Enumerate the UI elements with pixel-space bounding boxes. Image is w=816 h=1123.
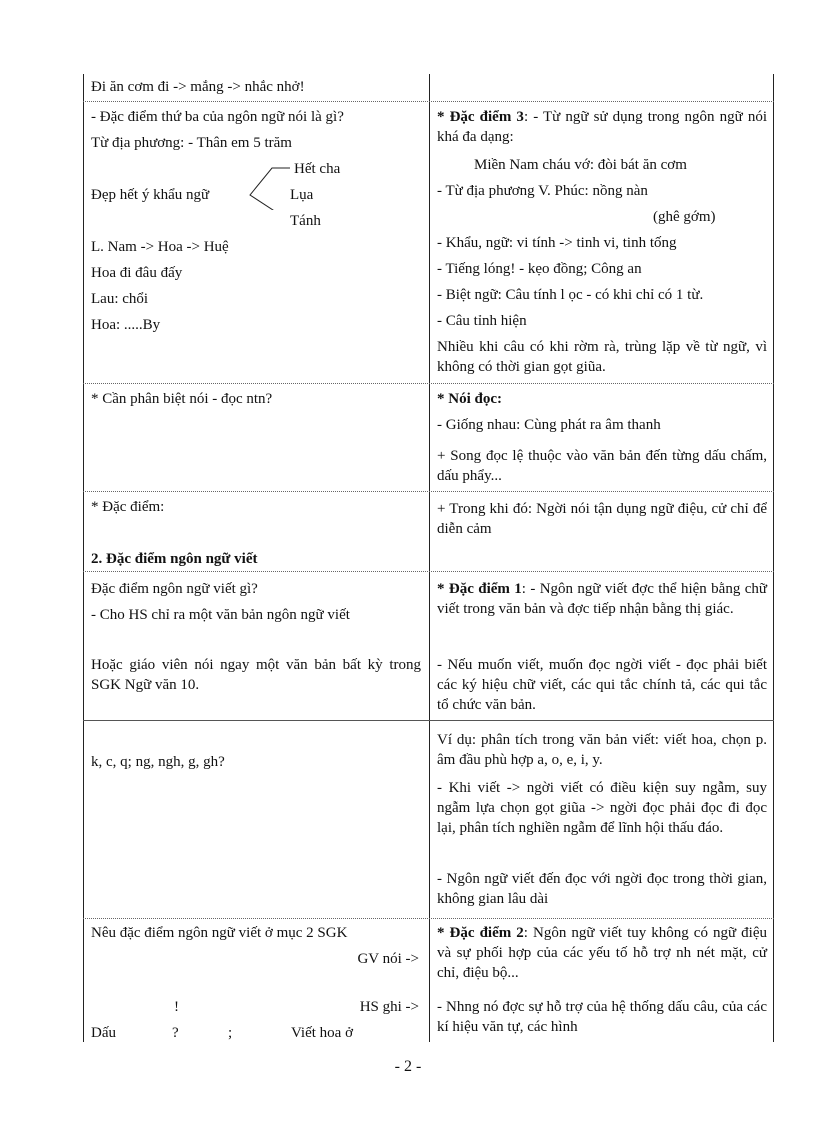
dotted-divider-2 [83, 383, 774, 384]
feature-2-label: * Đặc điểm 2 [437, 925, 524, 941]
left-line-1: Đi ăn cơm đi -> mắng -> nhắc nhở! [91, 79, 305, 95]
table-row-divider [83, 720, 774, 721]
dotted-divider-3 [83, 491, 774, 492]
right-feature-1 [437, 579, 767, 619]
right-colloquial: - Khẩu, ngữ: vi tính -> tinh vi, tinh tống [437, 235, 677, 251]
left-punct-label: Dấu [91, 1025, 116, 1041]
feature-1-text: : - Ngôn ngữ viết đợc thể hiện bằng chữ viết trong văn bản và đợc tiếp nhận bằng thị giác. [437, 581, 767, 617]
left-letters-question: k, c, q; ng, ngh, g, gh? [91, 754, 225, 770]
brace-bot-label: Tánh [290, 213, 321, 229]
right-longevity: - Ngôn ngữ viết đến đọc với ngời đọc trong thời gian, không gian lâu dài [437, 871, 767, 907]
page-number: - 2 - [394, 1058, 422, 1075]
right-example: Ví dụ: phân tích trong văn bản viết: viết hoa, chọn p. âm đầu phù hợp a, o, e, i, y. [437, 732, 767, 768]
left-gv-speaks: GV nói -> [357, 951, 419, 967]
left-capitalize: Viết hoa ở [291, 1025, 354, 1041]
right-reading-dependency: + Song đọc lệ thuộc vào văn bản đến từng dấu chấm, dấu phẩy... [437, 448, 767, 484]
feature-3-label: * Đặc điểm 3 [437, 109, 524, 125]
right-speak-read-heading: * Nói đọc: [437, 391, 502, 407]
table-right-border [773, 74, 774, 1042]
left-line-hoa-by: Hoa: .....By [91, 317, 161, 333]
left-question-speak-read: * Cần phân biệt nói - đọc ntn? [91, 391, 273, 407]
left-line-hoa: Hoa đi đâu đấy [91, 265, 183, 281]
right-southern-example: Miền Nam cháu vớ: đòi bát ăn cơm [474, 157, 687, 173]
feature-3-text: : - Từ ngữ sử dụng trong ngôn ngữ nói khá đa dạng: [437, 109, 767, 145]
right-feature-2 [437, 923, 767, 983]
brace-main-label: Đẹp hết ý khẩu ngữ [91, 187, 210, 203]
right-writing-rules: - Nếu muốn viết, muốn đọc ngời viết - đọc phải biết các ký hiệu chữ viết, các qui tắc chính tả, các qui tắc tổ chức văn bản. [437, 657, 767, 713]
left-question-mark: ? [172, 1025, 179, 1041]
right-dialect-line: - Từ địa phương V. Phúc: nồng nàn [437, 183, 648, 199]
right-redundancy: Nhiều khi câu có khi rờm rà, trùng lặp về từ ngữ, vì không có thời gian gọt giũa. [437, 339, 767, 375]
left-task-text: - Cho HS chỉ ra một văn bản ngôn ngữ viết [91, 607, 350, 623]
dotted-divider-4 [83, 571, 774, 572]
table-left-border [83, 74, 84, 1042]
left-hs-writes: HS ghi -> [359, 999, 419, 1015]
right-sentence: - Câu tỉnh hiện [437, 313, 527, 329]
left-question-written: Đặc điểm ngôn ngữ viết gì? [91, 581, 258, 597]
right-punctuation-support: - Nhng nó đợc sự hỗ trợ của hệ thống dấu câu, của các kí hiệu văn tự, các hình [437, 999, 767, 1035]
left-question-3: - Đặc điểm thứ ba của ngôn ngữ nói là gì? [91, 109, 344, 125]
brace-mid-label: Lụa [290, 187, 314, 203]
left-characteristics: * Đặc điểm: [91, 499, 165, 515]
dotted-divider-1 [83, 101, 774, 102]
right-slang: - Tiếng lóng! - kẹo đồng; Công an [437, 261, 642, 277]
section-heading-written-language: 2. Đặc điểm ngôn ngữ viết [91, 551, 258, 567]
table-middle-border [429, 74, 430, 1042]
right-reflection: - Khi viết -> ngời viết có điều kiện suy ngẫm, suy ngẫm lựa chọn gọt giũa -> ngời đọc phải đọc đi đọc lại, phân tích nghiền ngẫm để lĩnh hội thấu đáo. [437, 780, 767, 836]
right-similarity: - Giống nhau: Cùng phát ra âm thanh [437, 417, 661, 433]
left-exclaim-mark: ! [174, 999, 179, 1015]
left-teacher-text: Hoặc giáo viên nói ngay một văn bản bất kỳ trong SGK Ngữ văn 10. [91, 657, 421, 693]
branch-brace-icon [248, 160, 293, 210]
left-line-lau: Lau: chổi [91, 291, 149, 307]
left-dialect-line: Từ địa phương: - Thân em 5 trăm [91, 135, 292, 151]
dotted-divider-5 [83, 918, 774, 919]
right-jargon: - Biệt ngữ: Câu tính l ọc - có khi chỉ có 1 từ. [437, 287, 704, 303]
left-semicolon: ; [228, 1025, 233, 1041]
left-feature-question: Nêu đặc điểm ngôn ngữ viết ở mục 2 SGK [91, 925, 348, 941]
right-feature-3 [437, 107, 767, 147]
feature-2-text: : Ngôn ngữ viết tuy không có ngữ điệu và sự phối hợp của các yếu tố hỗ trợ nh nét mặt, cử chỉ, điệu bộ... [437, 925, 768, 981]
right-intonation: + Trong khi đó: Ngời nói tận dụng ngữ điệu, cử chỉ để diễn cảm [437, 501, 767, 537]
brace-top-label: Hết cha [294, 161, 341, 177]
feature-1-label: * Đặc điểm 1 [437, 581, 522, 597]
left-line-lnam: L. Nam -> Hoa -> Huệ [91, 239, 229, 255]
right-dialect-meaning: (ghê gớm) [653, 209, 716, 225]
